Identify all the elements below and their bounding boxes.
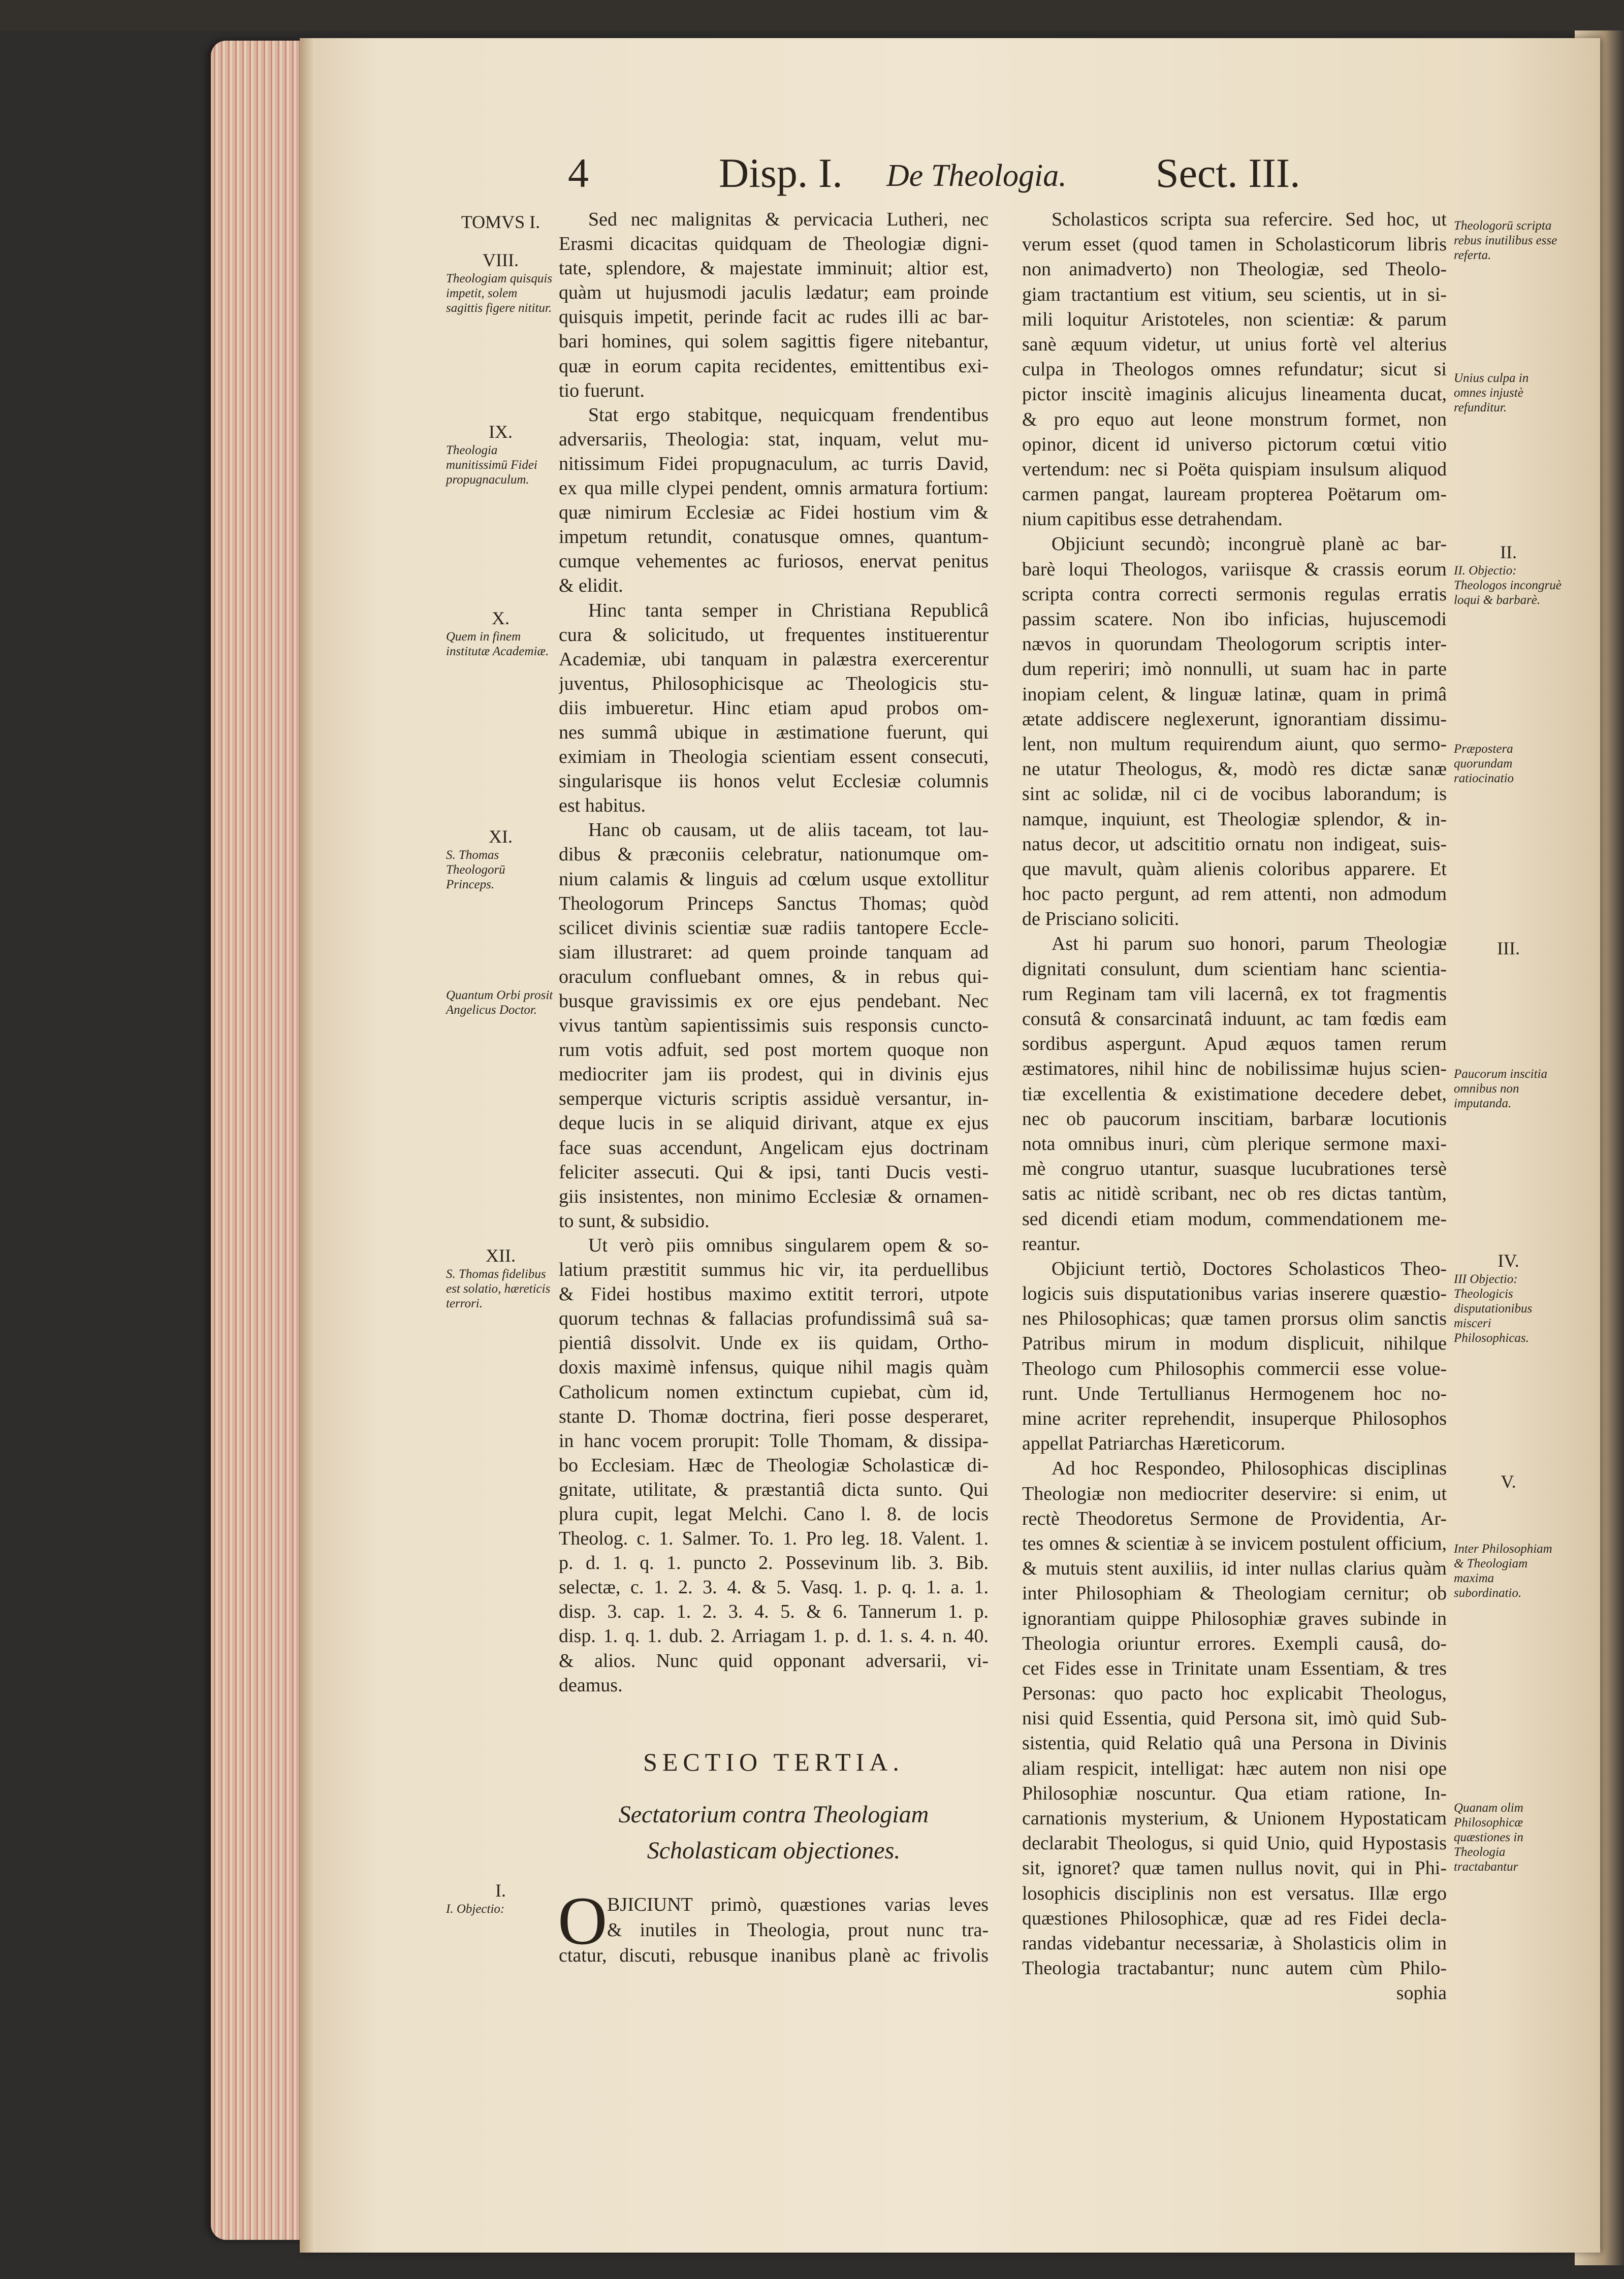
text-line: tio fuerunt. (559, 379, 645, 401)
note-text: Quantum Orbi prosit Angelicus Doctor. (446, 988, 553, 1017)
text-line: de Prisciano soliciti. (1022, 908, 1180, 930)
text-line: carnationis mysterium, & Unionem Hypostaticam (1022, 1808, 1447, 1829)
note-text: S. Thomas Theologorū Princeps. (446, 848, 505, 891)
text-line: namque, inquiunt, est Theologiæ splendor, & in- (1022, 808, 1447, 830)
text-line: eximiam in Theologia scientiam essent consecuti, (559, 746, 989, 768)
text-line: feliciter assecuti. Qui & ipsi, tanti Ducis vesti- (559, 1161, 989, 1183)
text-line: non animadverto) non Theologiæ, sed Theolo- (1022, 259, 1447, 280)
text-line: face suas accendunt, Angelicam ejus doctrinam (559, 1137, 989, 1159)
text-line: siam illustraret: ad quem proinde tanquam ad (559, 941, 989, 963)
text-line: ctatur, discuti, rebusque inanibus planè ac frivolis (559, 1945, 989, 1966)
text-line: diis imbueretur. Hinc etiam apud probos om- (559, 697, 989, 719)
text-line: cet Fides esse in Trinitate unam Essentiam, & tres (1022, 1657, 1447, 1679)
text-line: runt. Unde Tertullianus Hermogenem hoc no- (1022, 1383, 1447, 1404)
text-line: scripta contra correcti sermonis regulas erratis (1022, 583, 1447, 605)
text-line: pientiâ dissolvit. Unde ex iis quidam, Ortho- (559, 1332, 989, 1354)
text-line: barè loqui Theologos, variisque & crassis eorum (1022, 558, 1447, 580)
text-line: cura & solicitudo, ut frequentes instituerentur (559, 624, 989, 646)
note-numeral: X. (492, 608, 510, 628)
note-numeral: I. (495, 1880, 506, 1901)
text-line: & elidit. (559, 575, 623, 597)
note-text: Quanam olim Philosophicæ quæstiones in Theologia tractabantur (1454, 1801, 1523, 1874)
margin-note (1454, 1801, 1563, 1874)
note-numeral: XI. (489, 826, 513, 847)
note-text: Theologiam quisquis impetit, solem sagittis figere nititur. (446, 272, 553, 315)
text-line: dum reperiri; imò nonnulli, ut suam hac in parte (1022, 658, 1447, 680)
note-text: Inter Philosophiam & Theologiam maxima subordinatio. (1454, 1542, 1552, 1600)
text-line: to sunt, & subsidio. (559, 1210, 710, 1232)
text-line: nium calamis & linguis ad cœlum usque extollitur (559, 868, 989, 890)
running-head-sect: Sect. III. (1156, 150, 1300, 196)
text-line: sordibus aspergunt. Apud æquos tamen rerum (1022, 1033, 1447, 1055)
text-line: ne utatur Theologus, &, modò res dictæ sanæ (1022, 758, 1447, 780)
text-line: cumque vehementes ac furiosos, enervat penitus (559, 551, 989, 572)
text-line: randas videbantur necessariæ, à Sholasticis olim in (1022, 1932, 1447, 1954)
text-line: sistentia, quid Relatio quâ una Persona in Divinis (1022, 1732, 1447, 1754)
text-line: declarabit Theologus, si quid Unio, quid Hypostasis (1022, 1833, 1447, 1854)
text-line: Personas: quo pacto hoc explicabit Theologus, (1022, 1683, 1447, 1705)
text-line: ætate addiscere neglexerunt, ignorantiam dissimu- (1022, 708, 1447, 730)
margin-note (1454, 218, 1563, 263)
section-subtitle: Scholasticam objectiones. (647, 1837, 901, 1864)
text-line: stante D. Thomæ doctrina, fieri posse desperaret, (559, 1405, 989, 1427)
text-line: dignitati consulunt, dum scientiam hanc scientia- (1022, 958, 1447, 980)
page-number: 4 (568, 150, 589, 196)
text-line: Stat ergo stabitque, nequicquam frendentibus (588, 404, 989, 426)
text-line: mili loquitur Aristoteles, non scientiæ: & parum (1022, 308, 1447, 330)
note-text: Theologia munitissimū Fidei propugnaculum. (446, 443, 537, 487)
text-line: mè congruo utantur, suasque lucubrationes tersè (1022, 1158, 1447, 1180)
text-line: quàm ut hujusmodi jaculis lædatur; eam proinde (559, 282, 989, 304)
text-line: & pro equo aut leone monstrum formet, non (1022, 408, 1447, 430)
running-head-disp: Disp. I. (719, 150, 843, 196)
note-numeral: TOMVS I. (461, 212, 540, 232)
margin-note (446, 988, 555, 1017)
text-line: quorum technas & fallacias profundissimâ suâ sa- (559, 1308, 989, 1330)
text-line: nota omnibus inuri, cùm plerique sermone maxi- (1022, 1133, 1447, 1154)
text-line: Erasmi dicacitas quidquam de Theologiæ digni- (559, 233, 989, 255)
text-line: nes summâ ubique in æstimatione fuerunt, qui (559, 721, 989, 743)
gutter-shadow (300, 38, 315, 2253)
text-line: sophia (1396, 1982, 1447, 2004)
text-line: giam tractantium est vitium, seu scientis, ut in si- (1022, 283, 1447, 305)
note-numeral: III. (1497, 938, 1520, 958)
text-line: semperque victuris scriptis assiduè versantur, in- (559, 1088, 989, 1110)
text-line: & mutuis stent auxiliis, id inter nullas clarius quàm (1022, 1558, 1447, 1580)
text-line: & inutiles in Theologia, prout nunc tra- (607, 1919, 989, 1941)
text-line: Theologiæ non mediocriter deservire: si enim, ut (1022, 1483, 1447, 1504)
note-text: II. Objectio: Theologos incongruè loqui & barbarè. (1454, 564, 1562, 607)
right-text-column (1022, 207, 1447, 2006)
text-line: tiæ excellentia & existimatione decedere debet, (1022, 1083, 1447, 1105)
text-line: aliam respicit, intelligat: hæc autem non nisi ope (1022, 1757, 1447, 1779)
text-line: deamus. (559, 1674, 623, 1696)
text-line: inter Philosophiam & Theologiam cernitur; ob (1022, 1583, 1447, 1604)
text-line: rum Reginam tam vili lacernâ, ex tot fragmentis (1022, 983, 1447, 1005)
text-line: reantur. (1022, 1233, 1081, 1255)
text-line: satis ac nitidè scribant, nec ob res dictas tantùm, (1022, 1183, 1447, 1205)
text-line: vivus tantùm sapientissimis suis responsis cuncto- (559, 1015, 989, 1037)
margin-note (446, 825, 555, 892)
text-line: losophicis disciplinis non est versatus. Illæ ergo (1022, 1882, 1447, 1904)
note-text: S. Thomas fidelibus est solatio, hæreticis terrori. (446, 1267, 551, 1310)
margin-note (1454, 1249, 1563, 1345)
note-numeral: V. (1501, 1471, 1516, 1492)
text-line: Hanc ob causam, ut de aliis taceam, tot lau- (588, 819, 989, 841)
note-numeral: II. (1500, 542, 1517, 562)
note-text: Paucorum inscitia omnibus non imputanda. (1454, 1067, 1548, 1110)
text-line: vertendum: nec si Poëta quispiam insulsum aliquod (1022, 458, 1447, 480)
text-line: Theologorum Princeps Sanctus Thomas; quòd (559, 892, 989, 914)
note-numeral: IV. (1498, 1250, 1519, 1271)
text-line: verum esset (quod tamen in Scholasticorum libris (1022, 234, 1447, 255)
text-line: inopiam celent, & linguæ latinæ, quam in primâ (1022, 683, 1447, 705)
margin-note (446, 1879, 555, 1916)
drop-cap: O (558, 1883, 608, 1959)
margin-note (446, 249, 555, 315)
text-line: rectè Theodoretus Sermone de Providentia, Ar- (1022, 1507, 1447, 1529)
left-text-column (559, 207, 989, 1697)
text-line: deque lucis in se aliquid dirivant, atque ex ejus (559, 1112, 989, 1134)
text-line: Theologo cum Philosophis commercii esse volue- (1022, 1358, 1447, 1379)
margin-note (1454, 541, 1563, 607)
margin-note (1454, 937, 1563, 959)
margin-note (446, 607, 555, 659)
text-line: Objiciunt secundò; incongruè planè ac bar- (1052, 533, 1447, 555)
text-line: nes Philosophicas; quæ tamen prorsus olim sanctis (1022, 1308, 1447, 1330)
text-line: hoc pacto pergunt, ad rem attenti, non admodum (1022, 883, 1447, 905)
text-line: nec ob paucorum inscitiam, barbaræ locutionis (1022, 1108, 1447, 1130)
text-line: latium præstitit summus hic vir, ita perduellibus (559, 1259, 989, 1281)
text-line: Sed nec malignitas & pervicacia Lutheri, nec (588, 209, 989, 230)
text-line: plura cupit, legat Melchi. Cano l. 8. de locis (559, 1503, 989, 1525)
text-line: & Fidei hostibus maximo extitit terrori, utpote (559, 1283, 989, 1305)
text-line: appellat Patriarchas Hæreticorum. (1022, 1433, 1286, 1455)
text-line: Hinc tanta semper in Christiana Republicâ (588, 599, 989, 621)
text-line: nitissimum Fidei propugnaculum, ac turris David, (559, 453, 989, 474)
section-subtitle: Sectatorium contra Theologiam (618, 1801, 929, 1828)
text-line: Catholicum nomen extinctum cupiebat, cùm id, (559, 1381, 989, 1403)
text-line: æstimatores, nihil hinc de nobilissimæ hujus scien- (1022, 1058, 1447, 1080)
margin-note (446, 211, 555, 233)
text-line: quæstiones Philosophicæ, quæ ad res Fidei decla- (1022, 1907, 1447, 1929)
text-line: doxis maximè infensus, quique nihil magis quàm (559, 1357, 989, 1378)
text-line: in hanc vocem prorupit: Tolle Thomam, & dissipa- (559, 1430, 989, 1452)
text-line: que mavult, quàm alienis coloribus apparere. Et (1022, 858, 1447, 880)
text-line: mine acriter reprehendit, insuperque Philosophos (1022, 1408, 1447, 1429)
text-line: nisi quid Essentia, quid Persona sit, imò quid Sub- (1022, 1708, 1447, 1729)
text-line: Scholasticos scripta sua refercire. Sed hoc, ut (1052, 209, 1447, 230)
text-line: passim scatere. Non ibo inficias, hujuscemodi (1022, 608, 1447, 630)
text-line: nævos in quorundam Theologorum scriptis inter- (1022, 633, 1447, 655)
note-text: Quem in finem institutæ Academiæ. (446, 630, 549, 658)
text-line: est habitus. (559, 795, 646, 817)
text-line: sint ac solidæ, nil ci de vocibus laborandum; is (1022, 783, 1447, 805)
text-line: Objiciunt tertiò, Doctores Scholasticos Theo- (1052, 1258, 1447, 1279)
text-line: bari homines, qui solem sagittis figere nitebantur, (559, 331, 989, 352)
text-line: opinor, dicent id universo pictorum cœtui vitio (1022, 433, 1447, 455)
text-line: rum votis adfuit, sed post mortem quoque non (559, 1039, 989, 1061)
text-line: ignorantiam quippe Philosophiæ graves subinde in (1022, 1608, 1447, 1629)
text-line: quæ nimirum Ecclesiæ ac Fidei hostium vim & (559, 502, 989, 524)
margin-note (446, 1244, 555, 1311)
text-line: pictor inscitè imaginis alicujus lineamenta ducat, (1022, 383, 1447, 405)
text-line: ex qua mille clypei pendent, omnis armatura fortium: (559, 477, 989, 499)
margin-note (1454, 742, 1563, 786)
text-line: busque gravissimis ex ore ejus pendebant. Nec (559, 990, 989, 1012)
text-line: giis insistentes, non minimo Ecclesiæ & ornamen- (559, 1185, 989, 1207)
text-line: Ast hi parum suo honori, parum Theologiæ (1052, 933, 1447, 955)
text-line: tate, splendore, & majestate imminuit; altior est, (559, 258, 989, 279)
text-line: quæ in eorum capita recidentes, emittentibus exi- (559, 355, 989, 377)
text-line: disp. 3. cap. 1. 2. 3. 4. 5. & 6. Tannerum 1. p. (559, 1601, 989, 1623)
text-line: logicis suis disputationibus varias inserere quæstio- (1022, 1283, 1447, 1305)
text-line: oraculum confluebant omnes, & in rebus qui- (559, 966, 989, 987)
text-line: consutâ & consarcinatâ induunt, ac tam fœdis eam (1022, 1008, 1447, 1030)
page-edges (211, 41, 307, 2240)
text-line: dibus & præconiis celebratur, nationumque om- (559, 844, 989, 865)
text-line: impetum retundit, conatusque omnes, quantum- (559, 526, 989, 548)
text-line: & alios. Nunc quid opponant adversarii, vi- (559, 1650, 989, 1672)
text-line: Academiæ, ubi tanquam in palæstra exercerentur (559, 648, 989, 670)
margin-note (1454, 1470, 1563, 1493)
note-text: I. Objectio: (446, 1902, 505, 1916)
scan-background (0, 0, 1624, 30)
text-line: p. d. 1. q. 1. puncto 2. Possevinum lib. 3. Bib. (559, 1552, 989, 1574)
text-line: sit, ignoret? quæ tamen nullus novit, qui in Phi- (1022, 1857, 1447, 1879)
text-line: nium capitibus esse detrahendam. (1022, 508, 1283, 530)
margin-note (1454, 1067, 1563, 1111)
text-line: scilicet divinis scientiæ suæ radiis tantopere Eccle- (559, 917, 989, 939)
text-line: carmen pangat, lauream propterea Poëtarum om- (1022, 484, 1447, 505)
note-numeral: IX. (489, 422, 513, 442)
section-opening-text (559, 1892, 989, 1968)
text-line: natus decor, ut adscititio ornatu non indigeat, suis- (1022, 833, 1447, 855)
note-text: Unius culpa in omnes injustè refunditur. (1454, 371, 1529, 414)
text-line: adversariis, Theologia: stat, inquam, velut mu- (559, 428, 989, 450)
note-numeral: VIII. (483, 250, 519, 270)
text-line: Ut verò piis omnibus singularem opem & so- (588, 1234, 989, 1256)
margin-note (1454, 371, 1563, 415)
text-line: Theologia oriuntur errores. Exempli causâ, do- (1022, 1632, 1447, 1654)
margin-note (446, 421, 555, 487)
text-line: bo Ecclesiam. Hæc de Theologiæ Scholasticæ di- (559, 1454, 989, 1476)
text-line: lent, non multum requirendum aiunt, quo sermo- (1022, 733, 1447, 755)
note-text: Theologorū scripta rebus inutilibus esse referta. (1454, 219, 1557, 262)
text-line: selectæ, c. 1. 2. 3. 4. & 5. Vasq. 1. p. q. 1. a. 1. (559, 1577, 989, 1598)
text-line: mediocriter jam iis prodest, qui in divinis ejus (559, 1064, 989, 1085)
text-line: juventus, Philosophicisque ac Theologicis stu- (559, 672, 989, 694)
text-line: BJICIUNT primò, quæstiones varias leves (607, 1894, 989, 1915)
text-line: Philosophiæ noscuntur. Qua etiam ratione, In- (1022, 1782, 1447, 1804)
text-line: sed dicendi etiam modum, commendationem me- (1022, 1208, 1447, 1230)
text-line: tes omnes & scientiæ à se invicem postulent officium, (1022, 1532, 1447, 1554)
text-line: Patribus mirum in modum displicuit, nihilque (1022, 1333, 1447, 1355)
section-title: SECTIO TERTIA. (643, 1748, 904, 1776)
text-line: Theolog. c. 1. Salmer. To. 1. Pro leg. 18. Valent. 1. (559, 1528, 989, 1550)
note-numeral: XII. (486, 1245, 516, 1266)
note-text: Præpostera quorundam ratiocinatio (1454, 742, 1514, 785)
text-line: sanè æquum videtur, ut unius fortè vel alterius (1022, 333, 1447, 355)
text-line: Ad hoc Respondeo, Philosophicas disciplinas (1052, 1458, 1447, 1480)
note-text: III Objectio: Theologicis disputationibus misceri Philosophicas. (1454, 1272, 1533, 1345)
text-line: gnitate, utilitate, & præstantiâ dicta sunto. Qui (559, 1479, 989, 1500)
text-line: Theologia tractabantur; nunc autem cùm Philo- (1022, 1957, 1447, 1979)
text-line: singularisque iis honos velut Ecclesiæ columnis (559, 771, 989, 792)
text-line: quisquis impetit, perinde facit ac rudes illi ac bar- (559, 306, 989, 328)
text-line: culpa in Theologos omnes refundatur; sicut si (1022, 359, 1447, 380)
running-head-topic: De Theologia. (886, 158, 1067, 193)
margin-note (1454, 1542, 1563, 1600)
text-line: disp. 1. q. 1. dub. 2. Arriagam 1. p. d. 1. s. 4. n. 40. (559, 1625, 989, 1647)
